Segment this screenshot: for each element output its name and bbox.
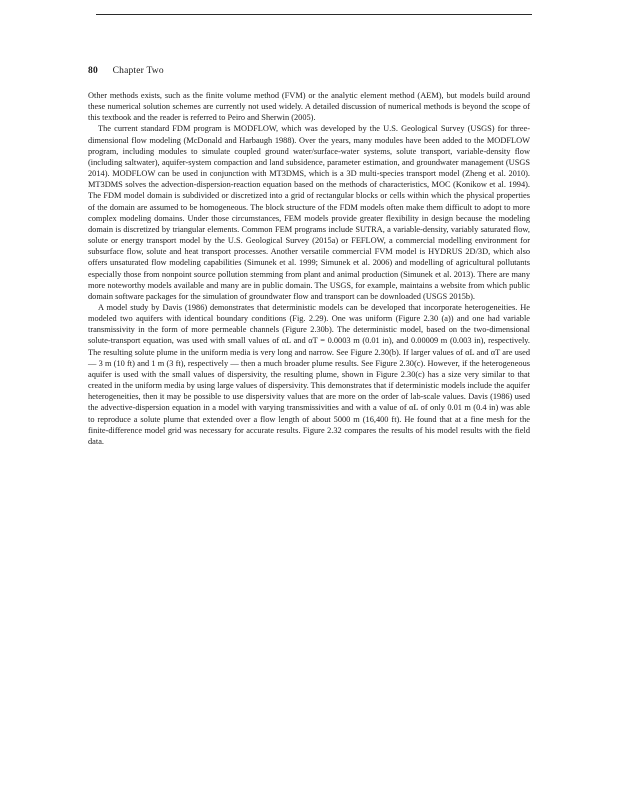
body-text [88, 90, 530, 447]
running-header [88, 66, 538, 76]
paragraph: Other methods exists, such as the finite volume method (FVM) or the analytic element method (AEM), but models build around these numerical solution schemes are currently not used widely. A detailed discussion of numerical methods is beyond the scope of this textbook and the reader is referred to Peiro and Sherwin (2005). [88, 91, 530, 123]
chapter-title: Chapter Two [112, 66, 164, 76]
paragraph: A model study by Davis (1986) demonstrates that deterministic models can be developed that incorporate heterogeneities. He modeled two aquifers with identical boundary conditions (Fig. 2.29). One was uniform (Figure 2.30 (a)) and one had variable transmissivity in the form of more permeable channels (Figure 2.30b). The deterministic model, based on the two-dimensional solute-transport equation, was used with small values of αL and αT = 0.0003 m (0.01 in), and 0.00009 m (0.003 in), respectively. The resulting solute plume in the uniform media is very long and narrow. See Figure 2.30(b). If larger values of αL and αT are used — 3 m (10 ft) and 1 m (3 ft), respectively — then a much broader plume results. See Figure 2.30(c). However, if the heterogeneous aquifer is used with the small values of dispersivity, the resulting plume, shown in Figure 2.30(c) has a size very similar to that created in the uniform media by using large values of dispersivity. This demonstrates that if deterministic models include the aquifer heterogeneities, then it may be possible to use dispersivity values that are more on the order of lab-scale values. Davis (1986) used the advective-dispersion equation in a model with varying transmissivities and with a value of αL of only 0.01 m (0.4 in) was able to reproduce a solute plume that extended over a flow length of about 5000 m (16,400 ft). He found that at a fine mesh for the finite-difference model grid was necessary for accurate results. Figure 2.32 compares the results of his model results with the field data. [88, 302, 530, 446]
page-number: 80 [88, 66, 98, 76]
paragraph: The current standard FDM program is MODFLOW, which was developed by the U.S. Geological Survey (USGS) for three-dimensional flow modeling (McDonald and Harbaugh 1988). Over the years, many modules have been added to the MODFLOW program, including modules to simulate coupled ground water/surface-water systems, solute transport, variable-density flow (including saltwater), aquifer-system compaction and land subsidence, parameter estimation, and groundwater management (USGS 2014). MODFLOW can be used in conjunction with MT3DMS, which is a 3D multi-species transport model (Zheng et al. 2010). MT3DMS solves the advection-dispersion-reaction equation based on the methods of characteristics, MOC (Konikow et al. 1994). The FDM model domain is subdivided or discretized into a grid of rectangular blocks or cells within which the physical properties of the domain are assumed to be homogeneous. The block structure of the FDM models often make them difficult to adopt to more complex modeling domains. Under those circumstances, FEM models provide greater flexibility in design because the modeling domain is discretized by triangular elements. Common FEM programs include SUTRA, a variable-density, variably saturated flow, solute or energy transport model by the U.S. Geological Survey (2015a) or FEFLOW, a commercial modelling environment for subsurface flow, solute and heat transport processes. Another versatile commercial FVM model is HYDRUS 2D/3D, which also offers unsaturated flow modeling capabilities (Simunek et al. 1999; Simunek et al. 2006) and modelling of agricultural pollutants especially those from nonpoint source pollution stemming from plant and animal production (Simunek et al. 2013). There are many more noteworthy models available and many are in public domain. The USGS, for example, maintains a website from which public domain software packages for the simulation of groundwater flow and transport can be downloaded (USGS 2015b). [88, 124, 530, 301]
top-rule [96, 14, 532, 15]
